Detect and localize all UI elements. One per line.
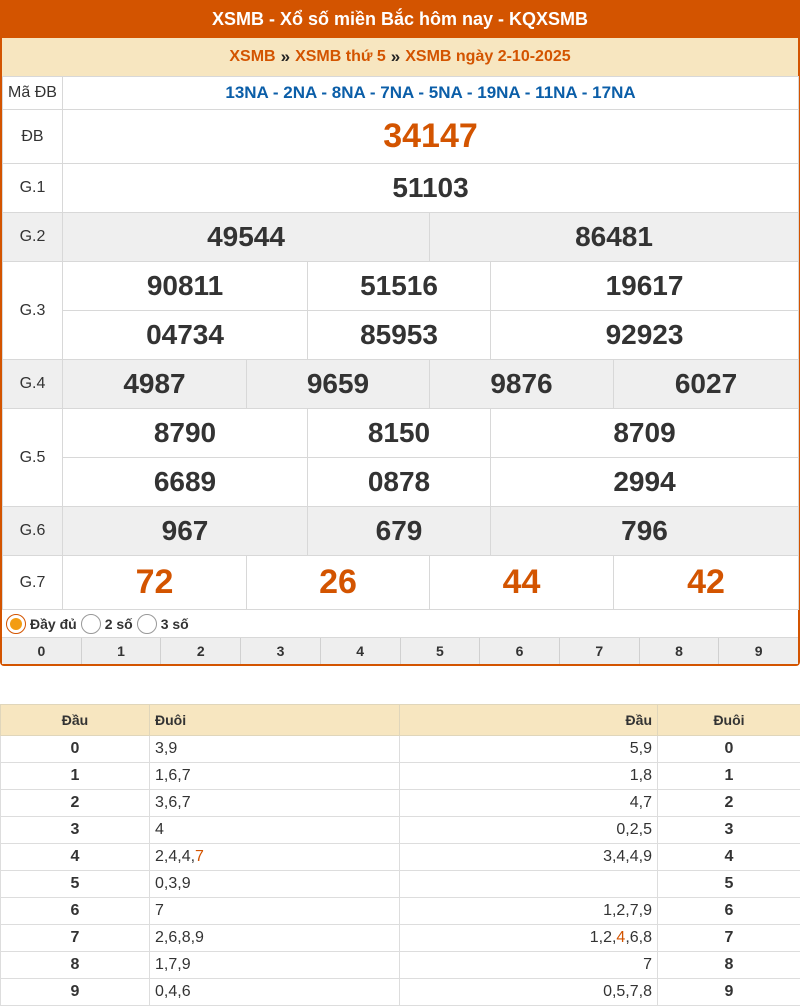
- display-options: [2, 610, 798, 638]
- loto-tail-list: 1,7,9: [150, 952, 400, 979]
- option-2-digits[interactable]: [81, 614, 133, 634]
- special-prize: 34147: [63, 110, 799, 164]
- loto-tail-digit: 0: [658, 736, 800, 763]
- digit-filter-5[interactable]: 5: [401, 638, 481, 664]
- row-g5-a: [3, 409, 799, 458]
- loto-head-digit: 0: [1, 736, 150, 763]
- loto-head-digit: 3: [1, 817, 150, 844]
- loto-tail-list: 1,6,7: [150, 763, 400, 790]
- results-table: [2, 76, 799, 610]
- loto-head-list: 3,4,4,9: [400, 844, 658, 871]
- digit-filter-4[interactable]: 4: [321, 638, 401, 664]
- loto-head-highlight: 4: [616, 929, 626, 946]
- loto-tail-list-text: 2,4,4,: [155, 848, 196, 865]
- loto-row: [1, 952, 800, 979]
- loto-head-list: 0,2,5: [400, 817, 658, 844]
- label-g4: G.4: [3, 360, 63, 409]
- loto-head-digit: 2: [1, 790, 150, 817]
- page-title: [0, 0, 800, 38]
- loto-head-digit: 8: [1, 952, 150, 979]
- loto-tail-list: 2,6,8,9: [150, 925, 400, 952]
- loto-row: [1, 817, 800, 844]
- loto-head-digit: 5: [1, 871, 150, 898]
- loto-tail-list: [150, 844, 400, 871]
- prize-g5-3: 8709: [491, 409, 799, 458]
- prize-g3-1: 90811: [63, 262, 308, 311]
- radio-full[interactable]: [6, 614, 26, 634]
- breadcrumb-xsmb[interactable]: XSMB: [229, 48, 276, 65]
- breadcrumb-xsmb-thu5[interactable]: XSMB thứ 5: [295, 48, 386, 65]
- loto-table: [0, 704, 800, 1006]
- digit-filter-9[interactable]: 9: [754, 643, 763, 659]
- loto-head-list: 0,5,7,8: [400, 979, 658, 1006]
- prize-g3-3: 19617: [491, 262, 799, 311]
- loto-tail-list: 0,4,6: [150, 979, 400, 1006]
- prize-g3-5: 85953: [308, 311, 491, 360]
- row-g2: [3, 213, 799, 262]
- option-3-digits-label: 3 số: [160, 615, 189, 632]
- loto-header-row: [1, 705, 800, 736]
- loto-head-digit: 7: [1, 925, 150, 952]
- loto-tail-digit: 5: [658, 871, 800, 898]
- prize-g6-3: 796: [491, 507, 799, 556]
- prize-g3-4: 04734: [63, 311, 308, 360]
- prize-g5-5: 0878: [308, 458, 491, 507]
- loto-row: [1, 763, 800, 790]
- prize-g6-2: 679: [308, 507, 491, 556]
- breadcrumb-separator: »: [390, 47, 401, 66]
- prize-g3-2: 51516: [308, 262, 491, 311]
- loto-header-duoi: Đuôi: [150, 705, 400, 736]
- label-g7: G.7: [3, 556, 63, 610]
- loto-head-digit: 4: [1, 844, 150, 871]
- loto-head-digit: 6: [1, 898, 150, 925]
- loto-tail-list: 0,3,9: [150, 871, 400, 898]
- special-code-list: 13NA - 2NA - 8NA - 7NA - 5NA - 19NA - 11NA - 17NA: [63, 77, 799, 110]
- prize-g7-3: 44: [430, 556, 614, 610]
- digit-filter-bar: [2, 638, 798, 664]
- loto-head-list: [400, 925, 658, 952]
- loto-head-list: 1,2,7,9: [400, 898, 658, 925]
- radio-3-digits[interactable]: [137, 614, 157, 634]
- loto-tail-list: 4: [150, 817, 400, 844]
- loto-row: [1, 790, 800, 817]
- digit-filter-6[interactable]: 6: [480, 638, 560, 664]
- loto-tail-digit: 2: [658, 790, 800, 817]
- loto-tail-highlight: 7: [195, 848, 204, 865]
- row-g3-a: [3, 262, 799, 311]
- row-g7: [3, 556, 799, 610]
- breadcrumb: [2, 38, 798, 76]
- loto-head-digit: 1: [1, 763, 150, 790]
- digit-filter-7[interactable]: 7: [560, 638, 640, 664]
- digit-filter-2[interactable]: 2: [161, 638, 241, 664]
- loto-row: [1, 871, 800, 898]
- label-ma-db: Mã ĐB: [3, 77, 63, 110]
- loto-head-list-post: ,6,8: [625, 929, 652, 946]
- loto-head-list: [400, 871, 658, 898]
- row-g5-b: [3, 458, 799, 507]
- loto-header-dau-right: Đầu: [400, 705, 658, 736]
- loto-row: [1, 898, 800, 925]
- option-2-digits-label: 2 số: [104, 615, 133, 632]
- row-g4: [3, 360, 799, 409]
- breadcrumb-xsmb-date[interactable]: XSMB ngày 2-10-2025: [405, 48, 571, 65]
- option-3-digits[interactable]: [137, 614, 189, 634]
- row-ma-db: [3, 77, 799, 110]
- prize-g7-4: 42: [614, 556, 799, 610]
- loto-tail-digit: 8: [658, 952, 800, 979]
- prize-g5-2: 8150: [308, 409, 491, 458]
- loto-row: [1, 925, 800, 952]
- row-g3-b: [3, 311, 799, 360]
- prize-g7-1: 72: [63, 556, 247, 610]
- loto-tail-list: 7: [150, 898, 400, 925]
- loto-head-list-pre: 1,2,: [589, 929, 617, 946]
- prize-g2-2: 86481: [430, 213, 799, 262]
- prize-g4-4: 6027: [614, 360, 799, 409]
- loto-head-digit: 9: [1, 979, 150, 1006]
- prize-g4-3: 9876: [430, 360, 614, 409]
- label-db: ĐB: [3, 110, 63, 164]
- option-full-label: Đầy đủ: [30, 615, 77, 632]
- prize-g2-1: 49544: [63, 213, 430, 262]
- page-title-text: XSMB - Xổ số miền Bắc hôm nay - KQXSMB: [211, 8, 589, 29]
- label-g5: G.5: [3, 409, 63, 507]
- prize-g4-2: 9659: [247, 360, 430, 409]
- loto-head-list: 5,9: [400, 736, 658, 763]
- prize-g5-4: 6689: [63, 458, 308, 507]
- label-g2: G.2: [3, 213, 63, 262]
- loto-header-dau: Đầu: [1, 705, 150, 736]
- row-g1: [3, 164, 799, 213]
- loto-tail-digit: 3: [658, 817, 800, 844]
- prize-g6-1: 967: [63, 507, 308, 556]
- prize-g5-1: 8790: [63, 409, 308, 458]
- prize-g7-2: 26: [247, 556, 430, 610]
- loto-tail-digit: 6: [658, 898, 800, 925]
- label-g3: G.3: [3, 262, 63, 360]
- loto-tail-list: 3,6,7: [150, 790, 400, 817]
- label-g1: G.1: [3, 164, 63, 213]
- breadcrumb-separator: »: [280, 47, 291, 66]
- loto-tail-digit: 9: [658, 979, 800, 1006]
- loto-header-duoi-right: Đuôi: [658, 705, 800, 736]
- loto-tail-digit: 7: [658, 925, 800, 952]
- row-db: [3, 110, 799, 164]
- prize-g1: 51103: [63, 164, 799, 213]
- prize-g5-6: 2994: [491, 458, 799, 507]
- prize-g4-1: 4987: [63, 360, 247, 409]
- digit-filter-3[interactable]: 3: [241, 638, 321, 664]
- prize-g3-6: 92923: [491, 311, 799, 360]
- digit-filter-0[interactable]: 0: [2, 638, 82, 664]
- loto-row: [1, 979, 800, 1006]
- loto-head-list: 7: [400, 952, 658, 979]
- label-g6: G.6: [3, 507, 63, 556]
- loto-tail-digit: 4: [658, 844, 800, 871]
- loto-head-list: 1,8: [400, 763, 658, 790]
- loto-head-list: 4,7: [400, 790, 658, 817]
- loto-row: [1, 736, 800, 763]
- digit-filter-1[interactable]: 1: [82, 638, 162, 664]
- loto-tail-list: 3,9: [150, 736, 400, 763]
- row-g6: [3, 507, 799, 556]
- radio-2-digits[interactable]: [81, 614, 101, 634]
- digit-filter-8[interactable]: 8: [640, 638, 720, 664]
- loto-row: [1, 844, 800, 871]
- loto-tail-digit: 1: [658, 763, 800, 790]
- option-full[interactable]: [6, 614, 77, 634]
